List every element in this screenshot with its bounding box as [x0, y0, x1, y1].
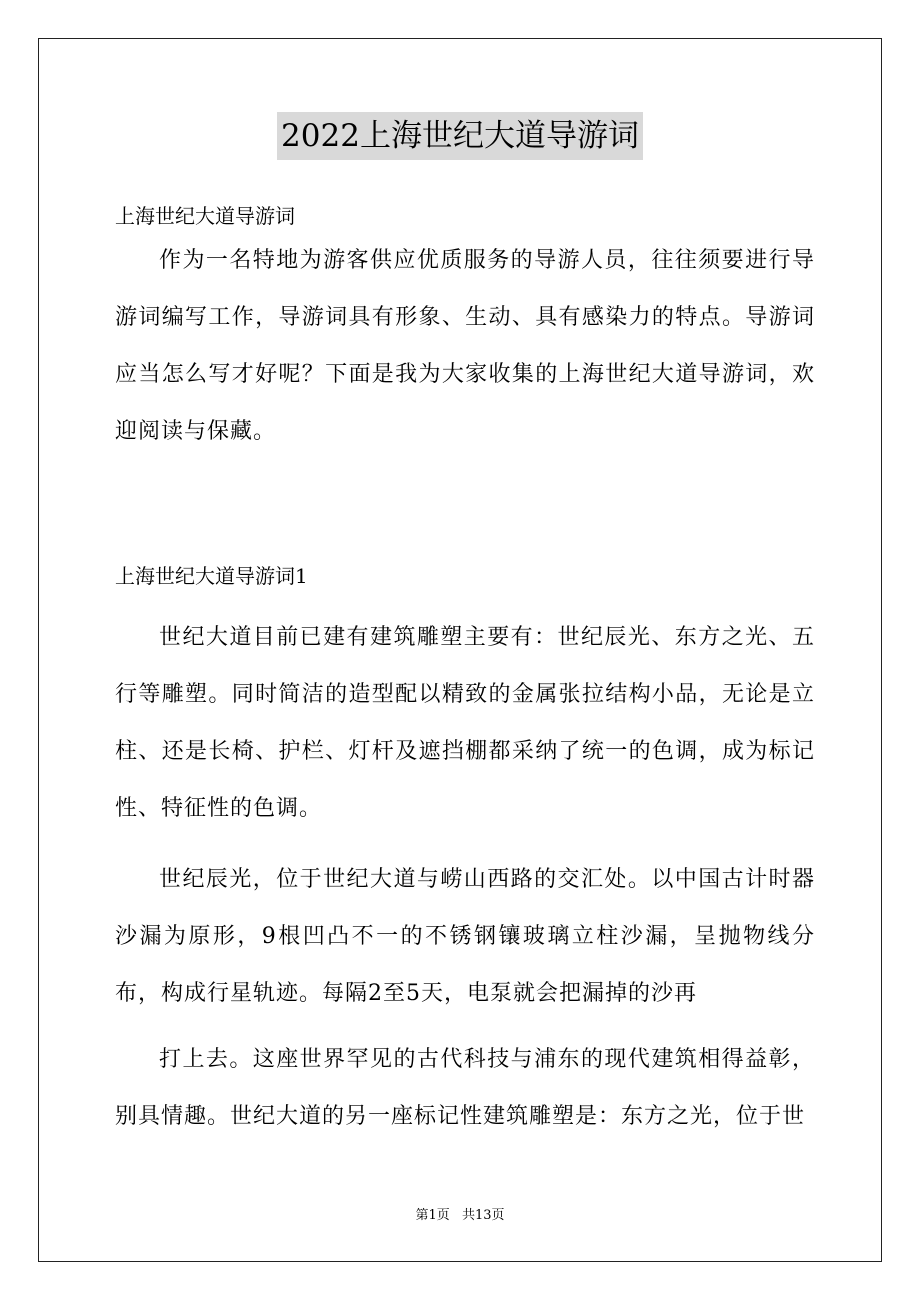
page-number: 第1页 [415, 1208, 450, 1223]
section-paragraph: 打上去。这座世界罕见的古代科技与浦东的现代建筑相得益彰，别具情趣。世纪大道的另一座标记性建筑雕塑是：东方之光，位于世 [115, 1047, 815, 1129]
section-heading: 上海世纪大道导游词1 [115, 564, 308, 588]
intro-paragraph: 作为一名特地为游客供应优质服务的导游人员，往往须要进行导游词编写工作，导游词具有形象、生动、具有感染力的特点。导游词应当怎么写才好呢？下面是我为大家收集的上海世纪大道导游词，欢迎阅读与保藏。 [115, 248, 815, 444]
section-paragraph: 世纪大道目前已建有建筑雕塑主要有：世纪辰光、东方之光、五行等雕塑。同时简洁的造型配以精致的金属张拉结构小品，无论是立柱、还是长椅、护栏、灯杆及遮挡棚都采纳了统一的色调，成为标记性、特征性的色调。 [115, 625, 815, 821]
page-total: 共13页 [461, 1208, 505, 1223]
document-subtitle: 上海世纪大道导游词 [115, 204, 295, 228]
page-footer [0, 1206, 920, 1226]
document-title: 2022上海世纪大道导游词 [277, 112, 643, 160]
title-container [0, 112, 920, 160]
section-paragraph: 世纪辰光，位于世纪大道与崂山西路的交汇处。以中国古计时器沙漏为原形，9根凹凸不一的不锈钢镶玻璃立柱沙漏，呈抛物线分布，构成行星轨迹。每隔2至5天，电泵就会把漏掉的沙再 [115, 867, 815, 1006]
